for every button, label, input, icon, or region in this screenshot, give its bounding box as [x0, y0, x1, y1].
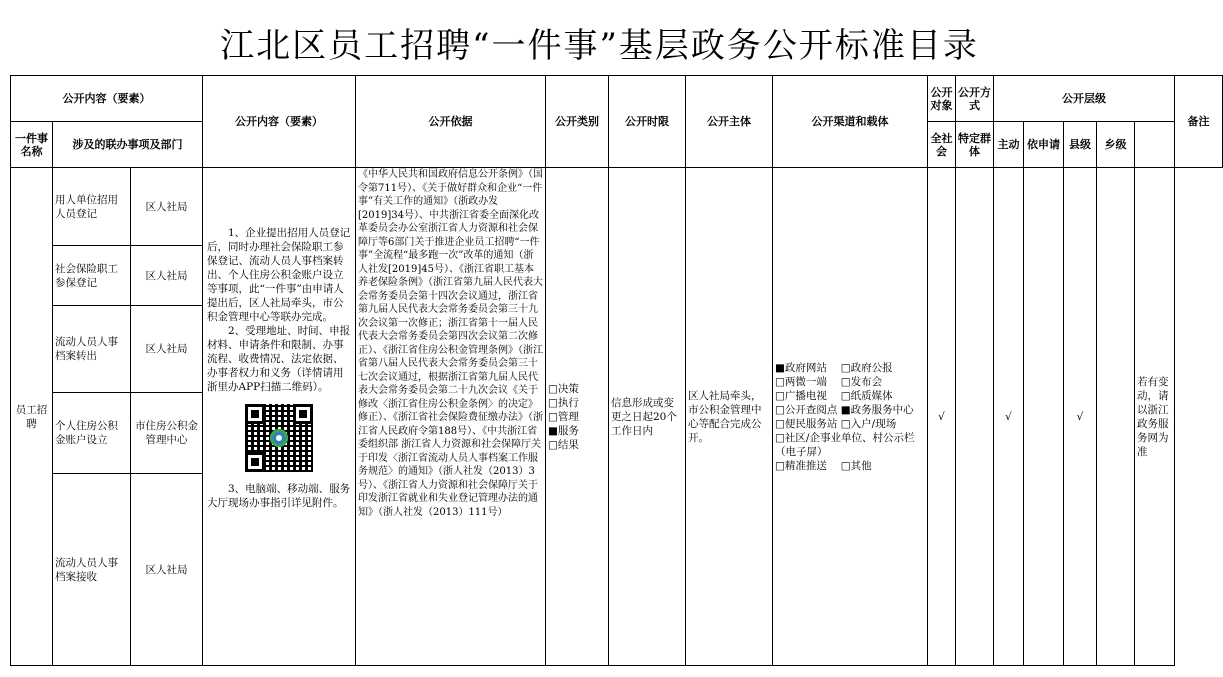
qr-code-image: [245, 404, 313, 472]
channel-option: □公开查阅点 ■政务服务中心: [775, 403, 914, 416]
content-requirements: 1、企业提出招用人员登记后，同时办理社会保险职工参保登记、流动人员人事档案转出、个人住房公积金账户设立等事项，此“一件事”由申请人提出后，区人社局牵头，市公积金管理中心等联办完成。 2、受理地址、时间、申报材料、申请条件和限制、办事流程、收费情况、法定依据、办事者权力和义务（详情请用浙里办APP扫描二维码）。: [207, 227, 351, 393]
header-method: 公开方式: [956, 76, 994, 122]
channel-cell: [773, 168, 928, 666]
channel-option: ■政府网站 □政府公报: [775, 361, 893, 374]
sub-item-name: 流动人员人事档案接收: [53, 474, 131, 666]
sub-item-name: 个人住房公积金账户设立: [53, 393, 131, 474]
header-related: 涉及的联办事项及部门: [53, 122, 203, 168]
page-title: 江北区员工招聘“一件事”基层政务公开标准目录: [220, 26, 979, 66]
category-option: ■服务: [548, 424, 579, 437]
content-guide: 3、电脑端、移动端、服务大厅现场办事指引详见附件。: [207, 483, 351, 509]
content-cell: [203, 168, 356, 666]
category-cell: [546, 168, 609, 666]
sub-item-dept: 区人社局: [131, 306, 203, 393]
header-whole-society: 全社会: [928, 122, 956, 168]
channel-option: □两微一端 □发布会: [775, 375, 883, 388]
category-option: □执行: [548, 396, 579, 409]
header-specific-group: 特定群体: [956, 122, 994, 168]
remark-cell: 若有变动，请以浙江政务服务网为准: [1135, 168, 1175, 666]
channel-option: □广播电视 □纸质媒体: [775, 389, 893, 402]
channel-option: □精准推送 □其他: [775, 459, 872, 472]
qr-finder-icon: [293, 404, 313, 424]
township-check: [1097, 168, 1135, 666]
header-content-group: 公开内容（要素）: [11, 76, 203, 122]
category-option: □结果: [548, 438, 579, 451]
active-check: √: [994, 168, 1024, 666]
header-category: 公开类别: [546, 76, 609, 168]
specific-group-check: [956, 168, 994, 666]
basis-cell: 《中华人民共和国政府信息公开条例》（国令第711号）、《关于做好群众和企业“一件事”有关工作的通知》（浙政办发[2019]34号）、中共浙江省委全面深化改革委员会办公室浙江省人力资源和社会保障厅等6部门关于推进企业员工招聘“一件事”全流程“最多跑一次”改革的通知（浙人社发[2019]45号）、《浙江省职工基本养老保险条例》（浙江省第九届人民代表大会常务委员会第十四次会议通过，浙江省第九届人民代表大会常务委员会第三十九次会议第一次修正；浙江省第十一届人民代表大会常务委员会第四次会议第二次修正）、《浙江省住房公积金管理条例》（浙江省第八届人民代表大会常务委员会第三十七次会议通过，根据浙江省第九届人民代表大会常务委员会第二十九次会议《关于修改〈浙江省住房公积金条例〉的决定》修正）、《浙江省社会保险费征缴办法》（浙江省人民政府令第188号）、《中共浙江省委组织部 浙江省人力资源和社会保障厅关于印发〈浙江省流动人员人事档案工作服务规范〉的通知》（浙人社发（2013）3号）、《浙江省人力资源和社会保障厅关于印发浙江省就业和失业登记管理办法的通知》（浙人社发（2013）111号）: [356, 168, 546, 666]
header-subject: 公开主体: [686, 76, 773, 168]
header-item-name: 一件事名称: [11, 122, 53, 168]
header-active: 主动: [994, 122, 1024, 168]
qr-finder-icon: [245, 452, 265, 472]
qr-finder-icon: [245, 404, 265, 424]
item-name-cell: 员工招聘: [11, 168, 53, 666]
header-basis: 公开依据: [356, 76, 546, 168]
sub-item-dept: 区人社局: [131, 246, 203, 306]
channel-option: □社区/企事业单位、村公示栏（电子屏）: [775, 431, 915, 458]
whole-society-check: √: [928, 168, 956, 666]
county-check: √: [1064, 168, 1097, 666]
sub-item-name: 用人单位招用人员登记: [53, 168, 131, 246]
catalog-table: [10, 75, 1223, 666]
header-empty: [1135, 122, 1175, 168]
category-option: □决策: [548, 382, 579, 395]
header-remark: 备注: [1175, 76, 1223, 168]
header-county: 县级: [1064, 122, 1097, 168]
header-content: 公开内容（要素）: [203, 76, 356, 168]
sub-item-dept: 区人社局: [131, 474, 203, 666]
on-request-check: [1024, 168, 1064, 666]
subject-cell: 区人社局牵头，市公积金管理中心等配合完成公开。: [686, 168, 773, 666]
sub-item-name: 流动人员人事档案转出: [53, 306, 131, 393]
header-target: 公开对象: [928, 76, 956, 122]
channel-option: □便民服务站 □入户/现场: [775, 417, 897, 430]
sub-item-name: 社会保险职工参保登记: [53, 246, 131, 306]
time-limit-cell: 信息形成或变更之日起20个工作日内: [609, 168, 686, 666]
category-option: □管理: [548, 410, 579, 423]
header-time-limit: 公开时限: [609, 76, 686, 168]
header-township: 乡级: [1097, 122, 1135, 168]
header-on-request: 依申请: [1024, 122, 1064, 168]
zheliban-logo-icon: [270, 429, 288, 447]
sub-item-dept: 市住房公积金管理中心: [131, 393, 203, 474]
sub-item-dept: 区人社局: [131, 168, 203, 246]
header-channel: 公开渠道和载体: [773, 76, 928, 168]
header-level: 公开层级: [994, 76, 1175, 122]
